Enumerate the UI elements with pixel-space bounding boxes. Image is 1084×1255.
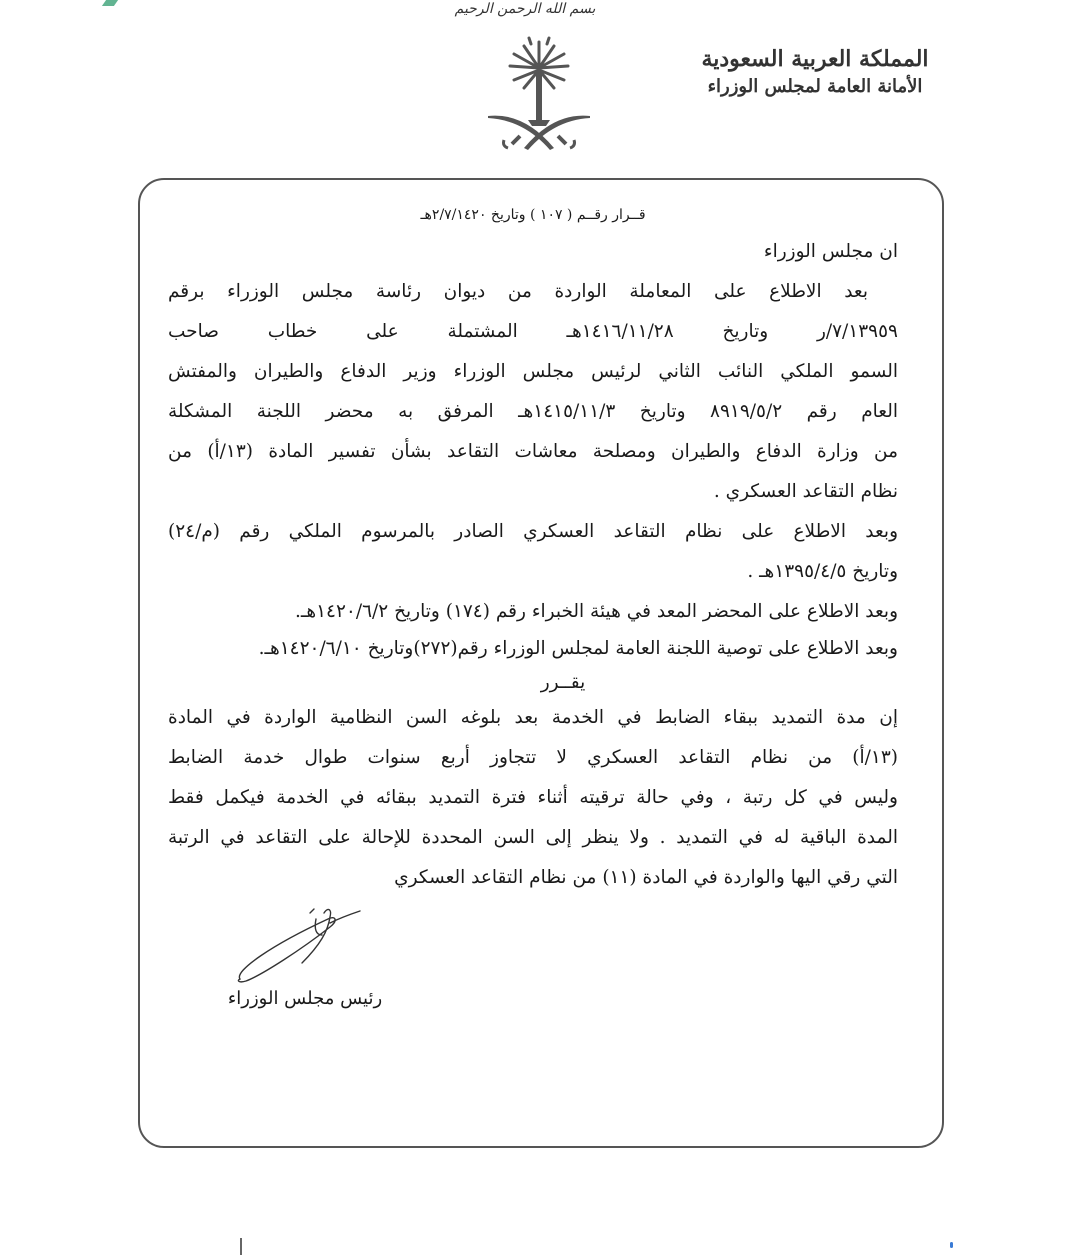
body-line: وبعد الاطلاع على توصية اللجنة العامة لمجلس الوزراء رقم(٢٧٢)وتاريخ ١٤٢٠/٦/١٠هـ.	[258, 638, 898, 659]
body-line: ٧/١٣٩٥٩/ر وتاريخ ١٤١٦/١١/٢٨هـ المشتملة على خطاب صاحب	[168, 321, 898, 342]
body-line: وبعد الاطلاع على المحضر المعد في هيئة الخبراء رقم (١٧٤) وتاريخ ١٤٢٠/٦/٢هـ.	[295, 601, 898, 622]
letterhead	[700, 44, 930, 100]
basmala: بسم الله الرحمن الرحيم	[454, 1, 596, 17]
secretariat-name: الأمانة العامة لمجلس الوزراء	[707, 76, 923, 97]
saudi-emblem-icon	[484, 36, 594, 152]
body-line: وبعد الاطلاع على نظام التقاعد العسكري الصادر بالمرسوم الملكي رقم (م/٢٤)	[168, 521, 898, 542]
resolution-line: المدة الباقية له في التمديد . ولا ينظر إلى السن المحددة للإحالة على التقاعد في الرتبة	[168, 827, 898, 848]
corner-scan-mark	[102, 0, 118, 6]
page-edge-mark	[240, 1238, 242, 1255]
decision-title: قــرار رقــم ( ١٠٧ ) وتاريخ ٢/٧/١٤٢٠هـ	[420, 207, 646, 223]
resolution-line: (١٣/أ) من نظام التقاعد العسكري لا تتجاوز أربع سنوات طوال خدمة الضابط	[168, 747, 898, 768]
body-line: ان مجلس الوزراء	[763, 241, 898, 262]
kingdom-name: المملكة العربية السعودية	[701, 46, 929, 72]
body-line: العام رقم ٨٩١٩/٥/٢ وتاريخ ١٤١٥/١١/٣هـ المرفق به محضر اللجنة المشكلة	[168, 401, 898, 422]
decides-heading: يقــرر	[540, 672, 586, 693]
signer-title: رئيس مجلس الوزراء	[227, 988, 383, 1009]
resolution-line: إن مدة التمديد ببقاء الضابط في الخدمة بعد بلوغه السن النظامية الواردة في المادة	[168, 707, 898, 728]
body-line: وتاريخ ١٣٩٥/٤/٥هـ .	[747, 561, 898, 582]
body-line: من وزارة الدفاع والطيران ومصلحة معاشات التقاعد بشأن تفسير المادة (١٣/أ) من	[168, 441, 899, 462]
palm-trunk	[536, 70, 542, 120]
body-line: بعد الاطلاع على المعاملة الواردة من ديوان رئاسة مجلس الوزراء برقم	[168, 281, 868, 302]
page-edge-mark	[950, 1242, 953, 1248]
resolution-line: التي رقي اليها والواردة في المادة (١١) من نظام التقاعد العسكري	[394, 867, 898, 888]
body-line: السمو الملكي النائب الثاني لرئيس مجلس الوزراء وزير الدفاع والطيران والمفتش	[168, 361, 898, 382]
resolution-line: وليس في كل رتبة ، وفي حالة ترقيته أثناء فترة التمديد ببقائه في الخدمة فيكمل فقط	[168, 787, 898, 808]
decision-body	[168, 200, 898, 898]
body-line: نظام التقاعد العسكري .	[713, 481, 898, 502]
